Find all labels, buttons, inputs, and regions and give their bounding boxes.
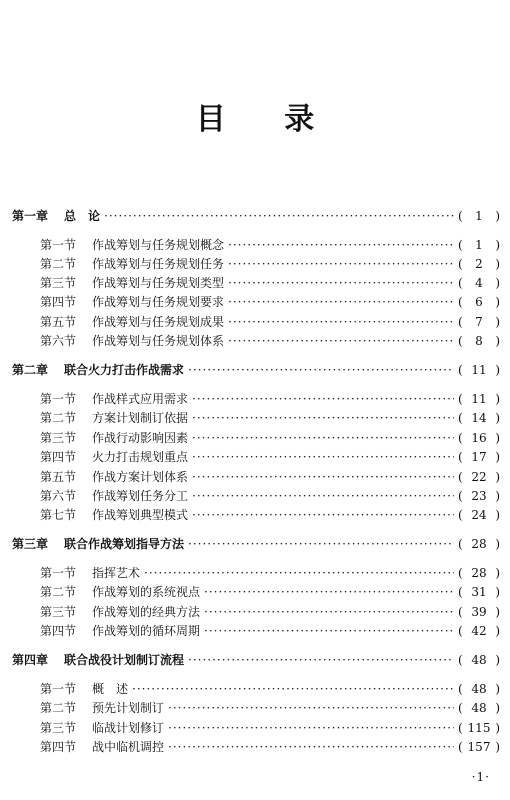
page-ref: ( 24 )	[458, 508, 500, 522]
page-number: 14	[471, 411, 487, 425]
dot-leader	[168, 700, 454, 716]
section-title: 概 述	[92, 682, 129, 696]
chapter-title: 总 论	[64, 209, 101, 223]
toc-section-row[interactable]	[12, 466, 500, 485]
page-ref: ( 48 )	[458, 701, 500, 715]
toc-section-row[interactable]	[12, 388, 500, 407]
page-ref: ( 11 )	[458, 392, 500, 406]
toc-section-row[interactable]	[12, 717, 500, 736]
toc-section-row[interactable]	[12, 697, 500, 716]
toc-chapter-row[interactable]	[12, 533, 500, 552]
page-number: 11	[471, 363, 487, 377]
page-number: 28	[471, 566, 487, 580]
toc-section-row[interactable]	[12, 485, 500, 504]
section-number: 第一节	[40, 566, 77, 580]
page-number: 1	[475, 209, 483, 223]
page-ref: ( 48 )	[458, 653, 500, 667]
section-title: 作战筹划任务分工	[92, 489, 189, 503]
page-ref: ( 23 )	[458, 489, 500, 503]
dot-leader	[228, 275, 454, 291]
section-title: 作战筹划与任务规划要求	[92, 295, 225, 309]
toc-section-row[interactable]	[12, 581, 500, 600]
page-number: 28	[471, 537, 487, 551]
page-ref: ( 14 )	[458, 411, 500, 425]
page-number: 157	[467, 740, 491, 754]
page-ref: ( 48 )	[458, 682, 500, 696]
dot-leader	[192, 488, 454, 504]
page-number: 11	[471, 392, 487, 406]
dot-leader	[188, 362, 454, 378]
toc-section-row[interactable]	[12, 504, 500, 523]
section-number: 第五节	[40, 315, 77, 329]
section-title: 作战筹划与任务规划概念	[92, 238, 225, 252]
page-number: 23	[471, 489, 487, 503]
section-number: 第七节	[40, 508, 77, 522]
section-number: 第一节	[40, 238, 77, 252]
section-title: 作战方案计划体系	[92, 470, 189, 484]
dot-leader	[192, 430, 454, 446]
page-ref: ( 28 )	[458, 566, 500, 580]
dot-leader	[192, 507, 454, 523]
section-number: 第二节	[40, 701, 77, 715]
dot-leader	[228, 256, 454, 272]
dot-leader	[228, 333, 454, 349]
toc-section-row[interactable]	[12, 620, 500, 639]
toc-section-row[interactable]	[12, 311, 500, 330]
page-ref: ( 16 )	[458, 431, 500, 445]
section-number: 第一节	[40, 392, 77, 406]
dot-leader	[132, 681, 454, 697]
section-number: 第三节	[40, 721, 77, 735]
section-number: 第二节	[40, 585, 77, 599]
page-number: 115	[467, 721, 491, 735]
section-number: 第三节	[40, 605, 77, 619]
page-ref: ( 39 )	[458, 605, 500, 619]
dot-leader	[188, 652, 454, 668]
dot-leader	[168, 720, 454, 736]
chapter-title: 联合战役计划制订流程	[64, 653, 185, 667]
section-title: 作战筹划典型模式	[92, 508, 189, 522]
chapter-title: 联合火力打击作战需求	[64, 363, 185, 377]
page-ref: ( 1 )	[458, 238, 500, 252]
page-number: 1	[475, 238, 483, 252]
toc-section-row[interactable]	[12, 234, 500, 253]
dot-leader	[204, 584, 454, 600]
section-title: 作战筹划与任务规划任务	[92, 257, 225, 271]
page-number: 22	[471, 470, 487, 484]
section-title: 作战筹划与任务规划类型	[92, 276, 225, 290]
page-number: 4	[475, 276, 483, 290]
toc-chapter-row[interactable]	[12, 205, 500, 224]
section-number: 第六节	[40, 334, 77, 348]
page-ref: ( 42 )	[458, 624, 500, 638]
page-ref: ( 7 )	[458, 315, 500, 329]
toc-chapter-row[interactable]	[12, 649, 500, 668]
dot-leader	[228, 237, 454, 253]
page-number: 17	[471, 450, 487, 464]
page-ref: ( 115 )	[458, 721, 500, 735]
toc-section-row[interactable]	[12, 736, 500, 755]
section-title: 临战计划修订	[92, 721, 165, 735]
chapter-number: 第三章	[12, 537, 49, 551]
chapter-number: 第四章	[12, 653, 49, 667]
section-number: 第二节	[40, 411, 77, 425]
dot-leader	[168, 739, 454, 755]
section-number: 第三节	[40, 431, 77, 445]
dot-leader	[188, 536, 454, 552]
page-number: 16	[471, 431, 487, 445]
section-title: 作战筹划的系统视点	[92, 585, 201, 599]
dot-leader	[192, 469, 454, 485]
section-number: 第四节	[40, 740, 77, 754]
toc-section-row[interactable]	[12, 291, 500, 310]
page-number: 48	[471, 682, 487, 696]
toc-section-row[interactable]	[12, 678, 500, 697]
section-title: 作战行动影响因素	[92, 431, 189, 445]
page-ref: ( 157 )	[458, 740, 500, 754]
dot-leader	[228, 294, 454, 310]
toc-section-row[interactable]	[12, 446, 500, 465]
section-number: 第一节	[40, 682, 77, 696]
toc-section-row[interactable]	[12, 601, 500, 620]
section-number: 第三节	[40, 276, 77, 290]
dot-leader	[144, 565, 454, 581]
toc-section-row[interactable]	[12, 330, 500, 349]
section-title: 指挥艺术	[92, 566, 141, 580]
page-number: 8	[475, 334, 483, 348]
section-number: 第四节	[40, 450, 77, 464]
toc-section-row[interactable]	[12, 427, 500, 446]
page-ref: ( 6 )	[458, 295, 500, 309]
section-title: 预先计划制订	[92, 701, 165, 715]
dot-leader	[192, 449, 454, 465]
page-ref: ( 11 )	[458, 363, 500, 377]
toc-section-row[interactable]	[12, 407, 500, 426]
section-title: 作战筹划的经典方法	[92, 605, 201, 619]
page-number: 39	[471, 605, 487, 619]
chapter-title: 联合作战筹划指导方法	[64, 537, 185, 551]
section-title: 火力打击规划重点	[92, 450, 189, 464]
page-number: 31	[471, 585, 487, 599]
page-number: 6	[475, 295, 483, 309]
section-title: 战中临机调控	[92, 740, 165, 754]
page-ref: ( 22 )	[458, 470, 500, 484]
page-number: 42	[471, 624, 487, 638]
toc-chapter-row[interactable]	[12, 359, 500, 378]
dot-leader	[104, 208, 454, 224]
dot-leader	[192, 391, 454, 407]
page-ref: ( 4 )	[458, 276, 500, 290]
chapter-number: 第二章	[12, 363, 49, 377]
section-number: 第二节	[40, 257, 77, 271]
page-number: 24	[471, 508, 487, 522]
page-ref: ( 28 )	[458, 537, 500, 551]
section-number: 第四节	[40, 295, 77, 309]
dot-leader	[204, 623, 454, 639]
section-title: 方案计划制订依据	[92, 411, 189, 425]
page-ref: ( 2 )	[458, 257, 500, 271]
chapter-number: 第一章	[12, 209, 49, 223]
page-number: 48	[471, 701, 487, 715]
section-title: 作战筹划与任务规划成果	[92, 315, 225, 329]
page-number: 2	[475, 257, 483, 271]
page-folio: ·1·	[471, 770, 490, 784]
page-title: 目 录	[195, 102, 339, 137]
page-number: 48	[471, 653, 487, 667]
dot-leader	[228, 314, 454, 330]
page-number: 7	[475, 315, 483, 329]
section-number: 第六节	[40, 489, 77, 503]
section-title: 作战筹划的循环周期	[92, 624, 201, 638]
toc-section-row[interactable]	[12, 562, 500, 581]
toc-section-row[interactable]	[12, 272, 500, 291]
page-ref: ( 17 )	[458, 450, 500, 464]
section-number: 第五节	[40, 470, 77, 484]
section-number: 第四节	[40, 624, 77, 638]
toc-section-row[interactable]	[12, 253, 500, 272]
dot-leader	[192, 410, 454, 426]
page-ref: ( 8 )	[458, 334, 500, 348]
dot-leader	[204, 604, 454, 620]
page-ref: ( 31 )	[458, 585, 500, 599]
section-title: 作战样式应用需求	[92, 392, 189, 406]
page-ref: ( 1 )	[458, 209, 500, 223]
section-title: 作战筹划与任务规划体系	[92, 334, 225, 348]
